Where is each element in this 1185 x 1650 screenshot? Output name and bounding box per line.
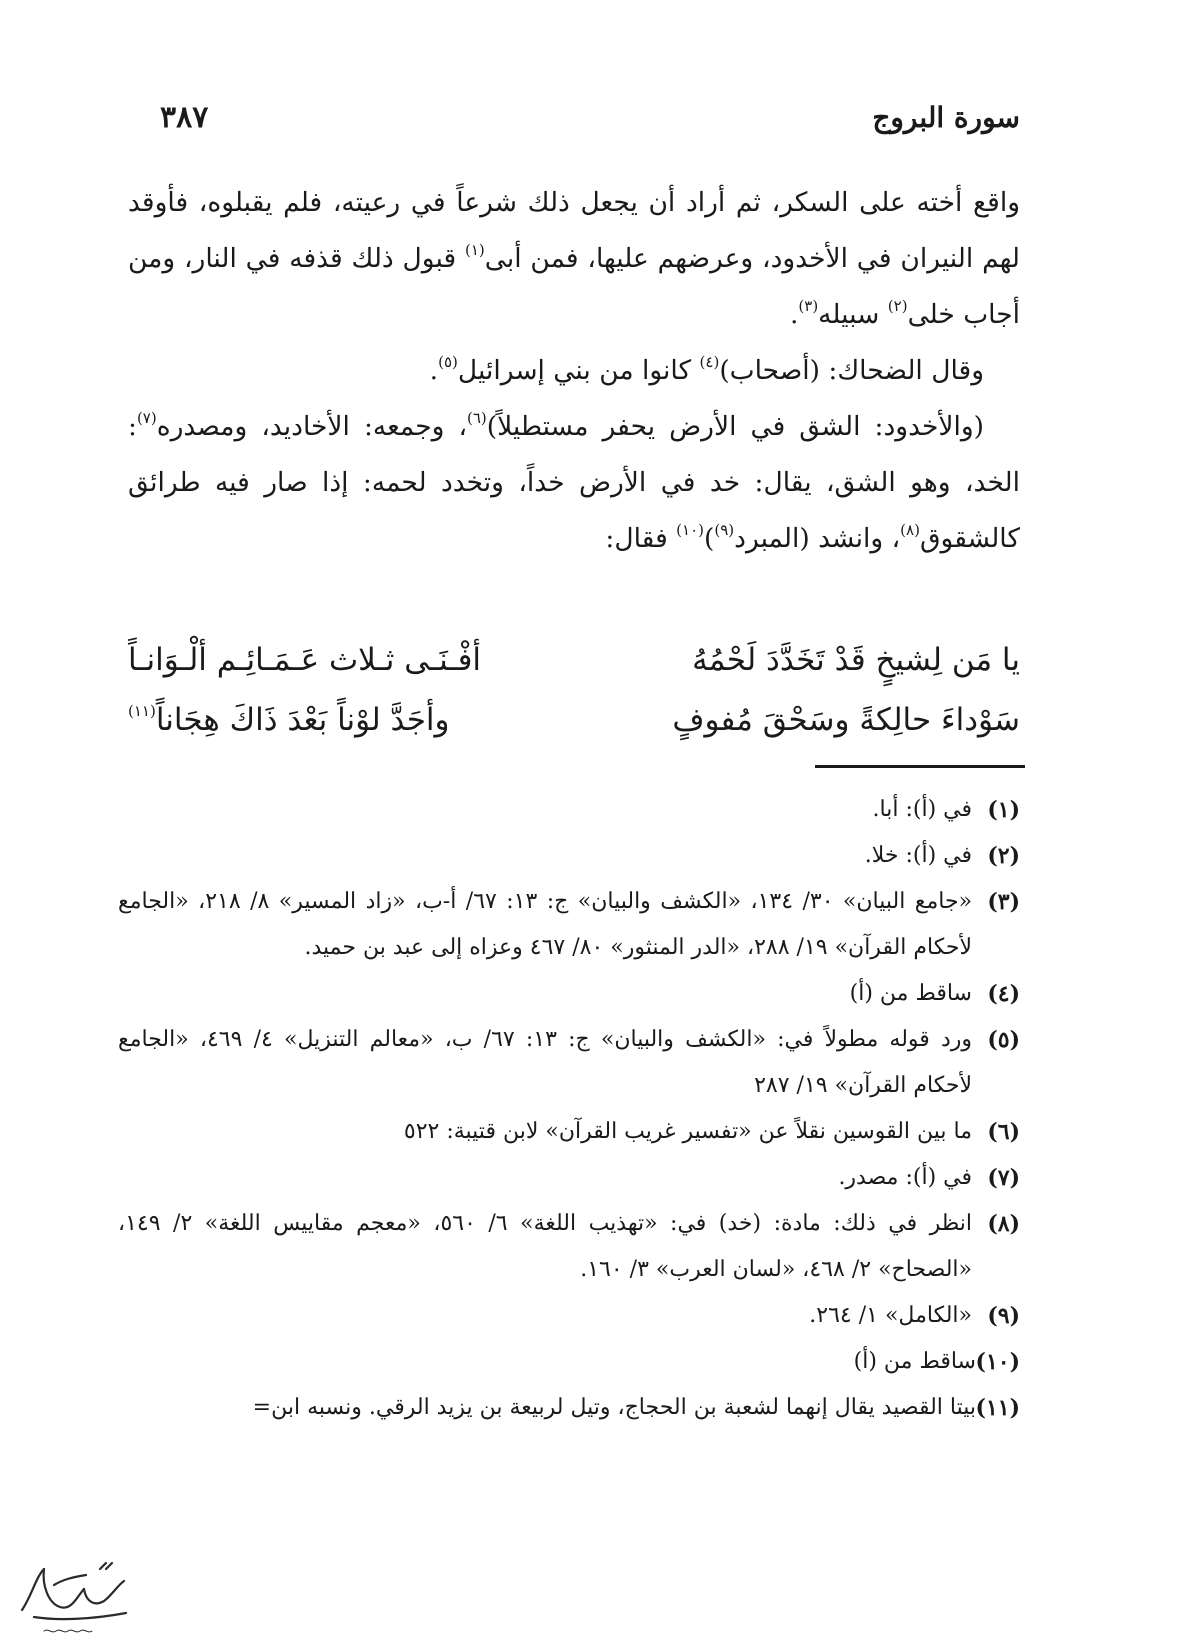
library-stamp-icon: [14, 1555, 134, 1640]
footnote-item: [118, 1293, 1020, 1339]
footnote-item: [118, 1109, 1020, 1155]
poem-line-1: [128, 630, 1020, 690]
text-run: ): [704, 523, 715, 554]
footnote-text: ما بين القوسين نقلاً عن «تفسير غريب القرآن» لابن قتيبة: ٥٢٢: [403, 1119, 972, 1144]
footnote-ref: (٧): [136, 409, 157, 427]
footnote-ref: (٥): [438, 353, 458, 371]
hemistich-second: أفْـنَـى ثـلاث عَـمَـائِـم ألْـوَانـاً: [128, 642, 482, 678]
footnote-number: (١١): [975, 1395, 1020, 1421]
footnote-ref: (٤): [699, 353, 720, 371]
text-run: ، وانشد (المبرد: [734, 523, 901, 554]
footnote-ref: (٢): [887, 297, 908, 315]
footnote-number: (٦): [987, 1119, 1020, 1145]
footnote-ref: (١٠): [676, 521, 705, 539]
footnote-item: [118, 879, 1020, 971]
footnote-ref: (١١): [128, 702, 156, 720]
footnote-item: [118, 1155, 1020, 1201]
hemistich-first: يا مَن لِشيخٍ قَدْ تَخَدَّدَ لَحْمُهُ: [692, 642, 1020, 678]
text-run: (والأخدود: الشق في الأرض يحفر مستطيلاً): [486, 411, 984, 442]
footnote-ref: (٦): [467, 409, 487, 427]
text-run: كانوا من بني إسرائيل: [457, 355, 700, 386]
footnote-text: ساقط من (أ): [849, 981, 972, 1006]
footnote-item: [118, 833, 1020, 879]
footnote-text: بيتا القصيد يقال إنهما لشعبة بن الحجاج، وتيل لربيعة بن يزيد الرقي. ونسبه ابن=: [252, 1395, 976, 1420]
text-run: .: [429, 355, 439, 386]
footnote-item: [118, 787, 1020, 833]
main-text: [128, 175, 1020, 567]
footnote-ref: (٨): [900, 521, 920, 539]
text-run: .: [789, 299, 799, 330]
paragraph-1: [128, 175, 1020, 343]
footnote-text: في (أ): مصدر.: [838, 1165, 972, 1190]
paragraph-2: [128, 343, 1020, 399]
footnote-text: ساقط من (أ): [853, 1349, 976, 1374]
footnote-ref: (٩): [714, 521, 735, 539]
text-run: ، وجمعه: الأخاديد، ومصدره: [156, 411, 467, 442]
footnote-number: (٤): [987, 981, 1020, 1007]
footnote-text: في (أ): أبا.: [872, 797, 972, 822]
footnotes: [118, 787, 1020, 1431]
footnote-text: ورد قوله مطولاً في: «الكشف والبيان» ج: ١٣: ٦٧/ ب، «معالم التنزيل» ٤/ ٤٦٩، «الجامع لأحكام القرآن» ١٩/ ٢٨٧: [118, 1027, 972, 1098]
footnote-number: (٨): [987, 1211, 1020, 1237]
text-run: قبول ذلك قذفه في النار، ومن أجاب خلى: [128, 243, 1020, 330]
text-run: فقال:: [605, 523, 677, 554]
running-head: [160, 92, 1020, 142]
footnote-ref: (١): [464, 241, 485, 259]
footnote-text: انظر في ذلك: مادة: (خد) في: «تهذيب اللغة» ٦/ ٥٦٠، «معجم مقاييس اللغة» ٢/ ١٤٩، «الصحاح» ٢/ ٤٦٨، «لسان العرب» ٣/ ١٦٠.: [118, 1211, 973, 1282]
footnote-text: «جامع البيان» ٣٠/ ١٣٤، «الكشف والبيان» ج: ١٣: ٦٧/ أ-ب، «زاد المسير» ٨/ ٢١٨، «الجامع لأحكام القرآن» ١٩/ ٢٨٨، «الدر المنثور» ٨٠/ ٤٦٧ وعزاه إلى عبد بن حميد.: [118, 889, 973, 960]
text-run: سبيله: [818, 299, 888, 330]
footnote-number: (٩): [987, 1303, 1020, 1329]
hemistich-second: وأجَدَّ لوْناً بَعْدَ ذَاكَ هِجَاناً: [155, 702, 450, 738]
text-run: وقال الضحاك: (أصحاب): [719, 355, 984, 386]
footnote-number: (١): [987, 797, 1020, 823]
footnote-text: في (أ): خلا.: [864, 843, 972, 868]
hemistich-second-wrap: [128, 690, 450, 750]
footnote-item: [118, 1201, 1020, 1293]
page-number: ٣٨٧: [160, 99, 209, 135]
footnote-number: (٧): [987, 1165, 1020, 1191]
footnote-number: (٢): [987, 843, 1020, 869]
poem-line-2: [128, 690, 1020, 750]
footnote-number: (٥): [987, 1027, 1020, 1053]
footnote-item: [118, 1385, 1020, 1431]
text-run: واقع أخته على السكر، ثم أراد أن يجعل ذلك شرعاً في رعيته، فلم يقبلوه، فأوقد لهم النيران في الأخدود، وعرضهم عليها، فمن أبى: [128, 187, 1020, 274]
footnote-item: [118, 1339, 1020, 1385]
text-run: : الخد، وهو الشق، يقال: خد في الأرض خداً، وتخدد لحمه: إذا صار فيه طرائق كالشقوق: [128, 411, 1020, 554]
footnote-ref: (٣): [798, 297, 819, 315]
paragraph-3: [128, 399, 1020, 567]
footnote-text: «الكامل» ١/ ٢٦٤.: [809, 1303, 972, 1328]
footnote-item: [118, 1017, 1020, 1109]
hemistich-first: سَوْداءَ حالِكةً وسَحْقَ مُفوفٍ: [672, 702, 1020, 738]
footnote-item: [118, 971, 1020, 1017]
footnote-separator: [815, 765, 1025, 768]
running-title: سورة البروج: [872, 100, 1020, 134]
poem: [128, 630, 1020, 750]
footnote-number: (١٠): [975, 1349, 1020, 1375]
footnote-number: (٣): [987, 889, 1020, 915]
